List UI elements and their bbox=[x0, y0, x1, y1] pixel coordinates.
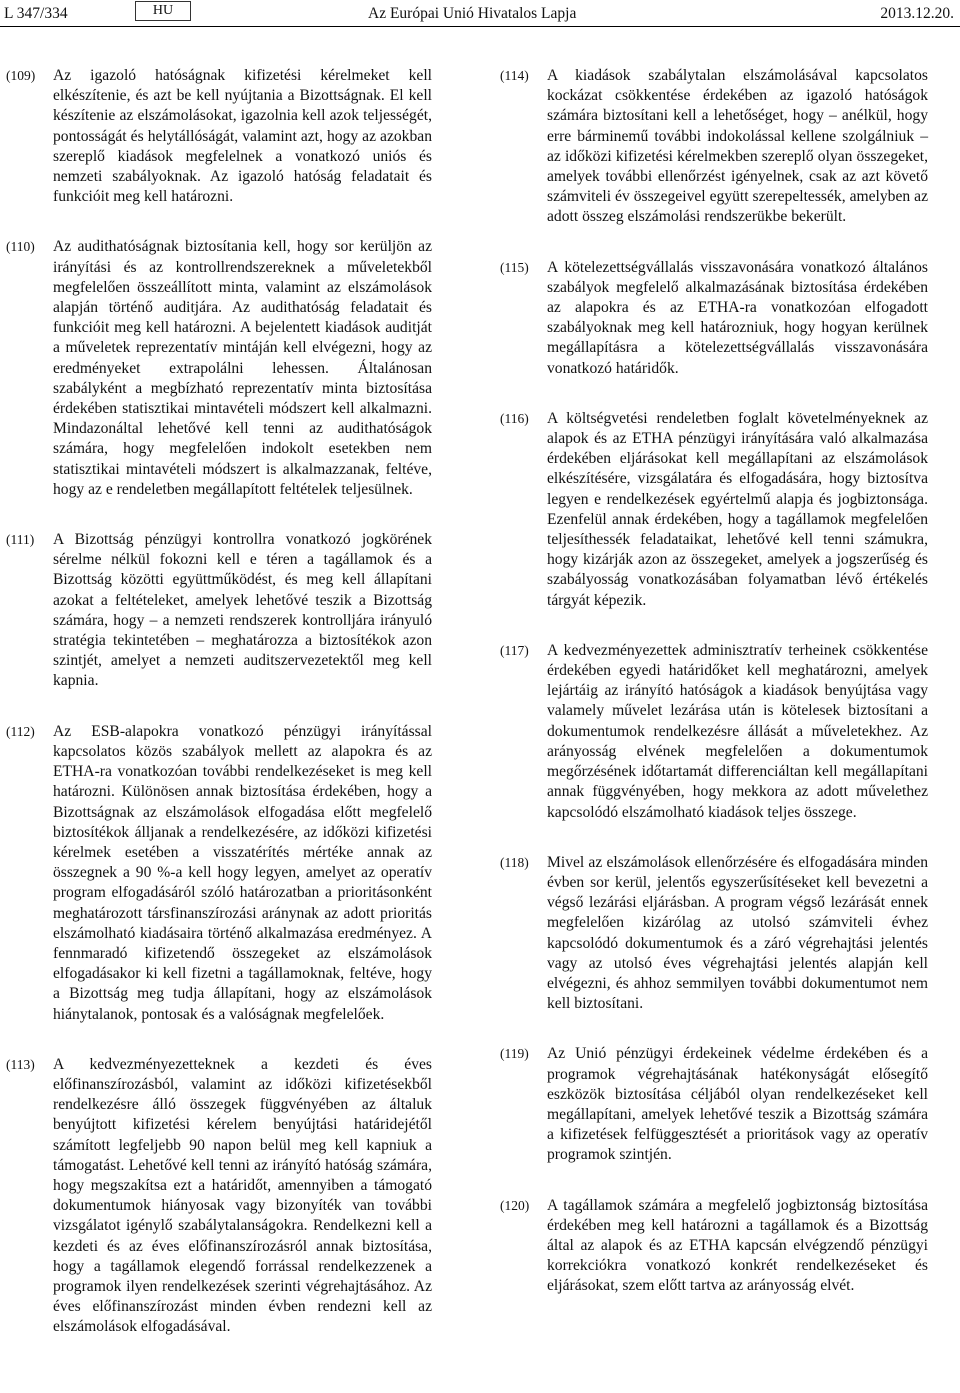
publication-title: Az Európai Unió Hivatalos Lapja bbox=[368, 5, 577, 22]
recital-text: A Bizottság pénzügyi kontrollra vonatkozó jogkörének sérelme nélkül fokozni kell e téren a tagállamok és a Bizottság közötti együttműködést, és meg kell állapítani azokat a feltételeket, amelyek lehetővé teszik a Bizottság számára, hogy – a nemzeti rendszerek kontrolljára irányuló stratégia tekintetében – meghatározza a biztosítékok azon szintjét, amelyet a nemzeti auditszervezetektől meg kell kapnia. bbox=[53, 531, 432, 690]
recital bbox=[500, 853, 928, 1015]
recital-text: A kedvezményezettek adminisztratív terheinek csökkentése érdekében egyedi határidőket kell meghatározni, amelyek lejártáig az irányító hatóságok a kiadások benyújtása vagy valamely művelet lezárása után is kötelesek biztosítani a dokumentumok rendelkezésre állását a műveletekhez. Az arányosság elvének megfelelően a dokumentumok megőrzésének időtartamát differenciáltan kell megállapítani annak függvényében, hogy mekkora az adott művelethez kapcsolódó elszámolható kiadások teljes összege. bbox=[547, 641, 928, 821]
recital bbox=[500, 641, 928, 823]
left-column bbox=[6, 66, 432, 1368]
recital-text: Mivel az elszámolások ellenőrzésére és elfogadására minden évben sor kerül, jelentős egyszerűsítéseket kell bevezetni a végső lezárási eljárásban. A program végső lezárását ennek megfelelően kizárólag az utolsó számviteli évhez kapcsolódó dokumentumok és a záró végrehajtási jelentés vagy az utolsó éves végrehajtási jelentés alapján kell elvégezni, és ahhoz semmilyen további dokumentumot nem kell biztosítani. bbox=[547, 853, 928, 1013]
recital-number: (119) bbox=[500, 1046, 529, 1062]
recital-text: Az audithatóságnak biztosítania kell, hogy sor kerüljön az irányítási és az kontrollrendszereknek a műveletekből megfelelően összeállított minta, valamint az elszámolások alapján történő auditjára. Az audithatóság feladatait és funkcióit meg kell határozni. A bejelentett kiadások auditját a műveletek reprezentatív mintáján kell elvégezni, hogy az eredményeket extrapolálni lehessen. Általánosan szabályként a megbízható reprezentatív minta biztosítása érdekében statisztikai mintavételi módszert kell alkalmazni. Mindazonáltal lehetővé kell tenni az audithatóságok számára, hogy megfelelően indokolt esetekben nem statisztikai mintavételi módszert is alkalmazzanak, feltéve, hogy az e rendeletben megállapított feltételek teljesülnek. bbox=[53, 238, 432, 498]
recital bbox=[6, 66, 432, 207]
publication-date: 2013.12.20. bbox=[880, 5, 954, 22]
recital-number: (111) bbox=[6, 532, 35, 548]
recital-text: Az igazoló hatóságnak kifizetési kérelmeket kell elkészítenie, és azt be kell nyújtania a Bizottságnak. El kell készítenie az elszámolásokat, igazolnia kell azok teljességét, pontosságát és helytállóságát, valamint azt, hogy az azokban szereplő kiadások megfelelnek a vonatkozó uniós és nemzeti szabályoknak. Az igazoló hatóság feladatait és funkcióit meg kell határozni. bbox=[53, 67, 432, 206]
recital-text: Az Unió pénzügyi érdekeinek védelme érdekében és a programok végrehajtásának hatékonyságát elősegítő eszközök biztosítása céljából olyan rendelkezéseket kell megállapítani, amelyek lehetővé teszik a Bizottság számára a kifizetések felfüggesztését a prioritások vagy az operatív programok szintjén. bbox=[547, 1045, 928, 1164]
recital-number: (116) bbox=[500, 410, 529, 426]
recital-number: (114) bbox=[500, 68, 529, 83]
recital-number: (110) bbox=[6, 239, 35, 255]
recital bbox=[500, 409, 928, 611]
recital-text: A kedvezményezetteknek a kezdeti és éves előfinanszírozásból, valamint az időközi kifizetésekből rendelkezésre álló összegek függvényében az általuk benyújtott kifizetési kérelem benyújtási határidejétől számított legfeljebb 90 napon belül meg kell kapniuk a támogatást. Lehetővé kell tenni az irányító hatóság számára, hogy megszakítsa ezt a határidőt, amennyiben a támogató dokumentumok hiányosak vagy bizonyíték van további vizsgálatot igénylő szabálytalanságokra. Rendelkezni kell a kezdeti és az éves előfinanszírozásról annak biztosítása, hogy a tagállamok elegendő forrással rendelkezzenek a programok ilyen rendelkezések szerinti végrehajtásához. Az éves előfinanszírozást minden évben rendezni kell az elszámolások elfogadásával. bbox=[53, 1055, 432, 1336]
recital-number: (113) bbox=[6, 1056, 35, 1072]
header-rule bbox=[0, 26, 960, 27]
recital-number: (109) bbox=[6, 68, 36, 83]
recital-number: (117) bbox=[500, 642, 529, 658]
recital bbox=[6, 237, 432, 500]
recital-number: (115) bbox=[500, 259, 529, 275]
right-column bbox=[500, 66, 928, 1327]
recital bbox=[500, 258, 928, 379]
recital bbox=[6, 530, 432, 692]
page-number: L 347/334 bbox=[4, 5, 68, 22]
recital-text: A kiadások szabálytalan elszámolásával kapcsolatos kockázat csökkentése érdekében az igazoló hatóságok számára biztosítani kell a lehetőséget, hogy – anélkül, hogy erre bárminemű további indokolással kellene szolgálniuk – az időközi kifizetési kérelmekben szereplő olyan összegeket, amelyek további ellenőrzést igényelnek, csak az azt követő számviteli év összegeivel együtt szerepeltessék, amelyben az adott összeg elszámolási rendszerükbe bekerült. bbox=[547, 67, 928, 226]
recital bbox=[6, 1055, 432, 1338]
recital bbox=[6, 722, 432, 1025]
recital bbox=[500, 66, 928, 228]
recital-text: A tagállamok számára a megfelelő jogbiztonság biztosítása érdekében meg kell határozni a tagállamok és a Bizottság által az alapok és az ETHA kapcsán elvégzendő pénzügyi korrekciókra vonatkozó konkrét rendelkezéseket és eljárásokat, szem előtt tartva az arányosság elvét. bbox=[547, 1196, 928, 1295]
recital bbox=[500, 1044, 928, 1165]
recital-text: Az ESB-alapokra vonatkozó pénzügyi irányítással kapcsolatos közös szabályok mellett az alapokra és az ETHA-ra vonatkozóan további rendelkezéseket is meg kell határozni. Különösen annak biztosítása érdekében, hogy a Bizottságnak az elszámolások elfogadása előtt megfelelő biztosítékok álljanak a rendelkezésére, az időközi kifizetési kérelmek esetében a visszatérítés mértéke annak az összegnek a 90 %-a kell hogy legyen, amelyet az operatív program elfogadásáról szóló határozatban a prioritásonként meghatározott társfinanszírozási aránynak az adott prioritás elszámolható kiadásaira történő alkalmazása eredményez. A fennmaradó kifizetendő összegeket az elszámolások elfogadásakor ki kell fizetni a tagállamoknak, feltéve, hogy a Bizottság meg tudja állapítani, hogy az elszámolások hiánytalanok, pontosak és a valóságnak megfelelőek. bbox=[53, 722, 432, 1023]
language-badge: HU bbox=[135, 1, 191, 21]
recital-number: (112) bbox=[6, 723, 35, 739]
recital bbox=[500, 1196, 928, 1297]
recital-text: A költségvetési rendeletben foglalt követelményeknek az alapok és az ETHA pénzügyi irányítására való alkalmazása érdekében eljárásokat kell megállapítani az elszámolások elkészítésére, vizsgálatára és elfogadására, hogy biztosítva legyen e rendelkezések egyértelmű alapja és jogbiztonsága. Ezenfelül annak érdekében, hogy a tagállamok megfelelően teljesíthessék feladataikat, lehetővé kell tenni számukra, hogy kizárják azon az összegeket, amelyek a jogszerűség és szabályosság vonatkozásában folyamatban lévő értékelés tárgyát képezik. bbox=[547, 409, 928, 609]
page-header bbox=[0, 0, 960, 26]
recital-number: (118) bbox=[500, 854, 529, 870]
recital-number: (120) bbox=[500, 1197, 530, 1213]
recital-text: A kötelezettségvállalás visszavonására vonatkozó általános szabályok megfelelő alkalmazásának biztosítása érdekében az alapokra és az ETHA-ra vonatkozóan elfogadott szabályoknak meg kell határozniuk, hogy hogyan kerülnek megállapításra a kötelezettségvállalás visszavonására vonatkozó határidők. bbox=[547, 258, 928, 377]
